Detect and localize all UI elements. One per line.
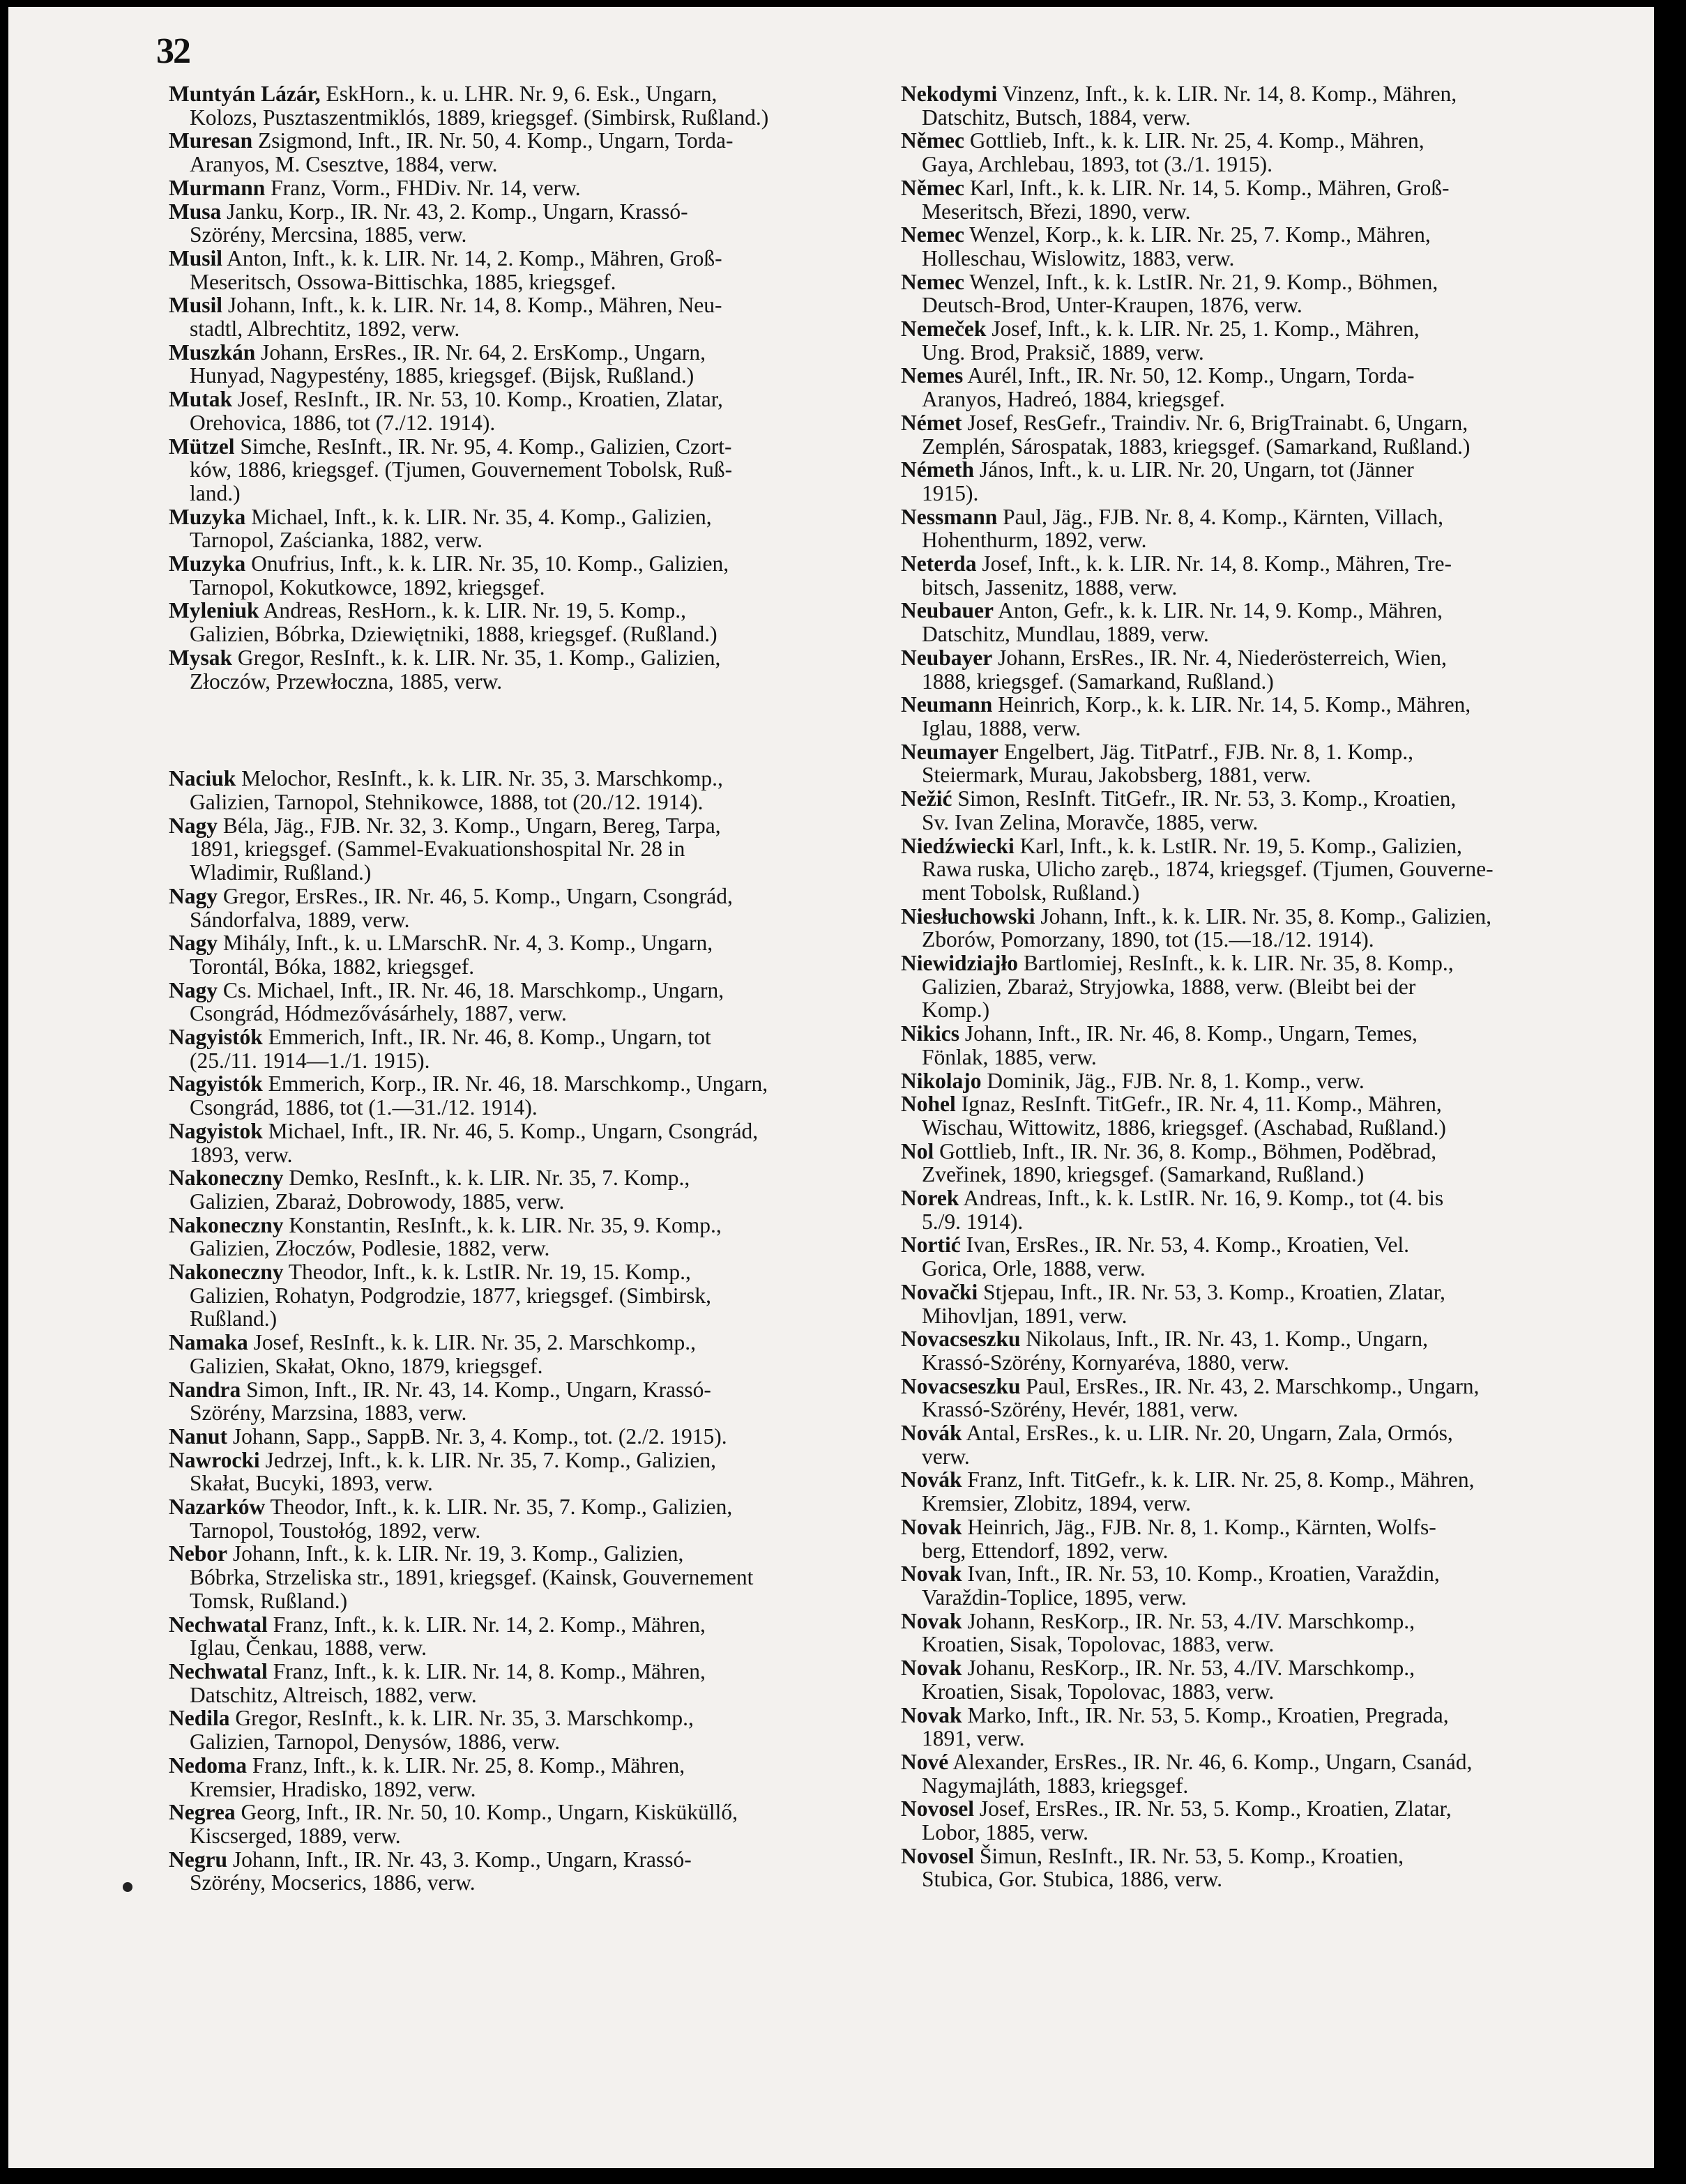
entry-details: Šimun, ResInft., IR. Nr. 53, 5. Komp., Kroatien, Stubica, Gor. Stubica, 1886, verw. (922, 1843, 1404, 1892)
entry-surname: Nemeček (901, 316, 987, 342)
entry-details: Mihály, Inft., k. u. LMarschR. Nr. 4, 3. Komp., Ungarn, Torontál, Bóka, 1882, kriegsgef. (190, 931, 713, 979)
entry-details: Wenzel, Inft., k. k. LstIR. Nr. 21, 9. Komp., Böhmen, Deutsch-Brod, Unter-Kraupen, 1876, verw. (922, 269, 1438, 318)
entry-details: Simon, Inft., IR. Nr. 43, 14. Komp., Ungarn, Krassó- Szörény, Marzsina, 1883, verw. (190, 1377, 711, 1426)
entry-details: Paul, Jäg., FJB. Nr. 8, 4. Komp., Kärnten, Villach, Hohenthurm, 1892, verw. (922, 504, 1444, 553)
entry-surname: Nedila (169, 1706, 230, 1731)
register-entry (901, 364, 1598, 411)
register-entry (169, 1025, 866, 1072)
entry-surname: Mützel (169, 434, 235, 459)
entry-details: Franz, Inft., k. k. LIR. Nr. 14, 2. Komp., Mähren, Iglau, Čenkau, 1888, verw. (190, 1612, 706, 1660)
entry-surname: Neumayer (901, 739, 998, 764)
entry-surname: Nikics (901, 1021, 960, 1046)
register-entry (169, 1378, 866, 1425)
entry-details: Heinrich, Jäg., FJB. Nr. 8, 1. Komp., Kärnten, Wolfs- berg, Ettendorf, 1892, verw. (922, 1514, 1436, 1563)
entry-details: Béla, Jäg., FJB. Nr. 32, 3. Komp., Ungarn, Bereg, Tarpa, 1891, kriegsgef. (Sammel-Evakuationshospital Nr. 28 in Wladimir, Rußland.) (190, 813, 721, 885)
entry-surname: Nagy (169, 813, 218, 838)
entry-details: Alexander, ErsRes., IR. Nr. 46, 6. Komp., Ungarn, Csanád, Nagymajláth, 1883, kriegsgef. (922, 1749, 1473, 1798)
register-entry (901, 411, 1598, 458)
entry-surname: Nessmann (901, 504, 998, 529)
register-entry (901, 905, 1598, 952)
entry-details: Johann, Inft., k. k. LIR. Nr. 19, 3. Komp., Galizien, Bóbrka, Strzeliska str., 1891, kriegsgef. (Kainsk, Gouvernement Tomsk, Rußland.) (190, 1541, 754, 1613)
entry-surname: Nanut (169, 1423, 228, 1449)
entry-details: Franz, Inft. TitGefr., k. k. LIR. Nr. 25, 8. Komp., Mähren, Kremsier, Zlobitz, 1894, verw. (922, 1467, 1475, 1516)
entry-surname: Nebor (169, 1541, 227, 1566)
entry-details: Aurél, Inft., IR. Nr. 50, 12. Komp., Ungarn, Torda- Aranyos, Hadreó, 1884, kriegsgef. (922, 363, 1415, 412)
entry-surname: Novak (901, 1702, 962, 1727)
entry-details: Janku, Korp., IR. Nr. 43, 2. Komp., Ungarn, Krassó- Szörény, Mercsina, 1885, verw. (190, 199, 688, 247)
register-entry (169, 82, 866, 129)
register-entry (901, 1327, 1598, 1374)
register-entry (169, 931, 866, 978)
register-entry (901, 740, 1598, 787)
register-entry (901, 1468, 1598, 1515)
entry-details: Gottlieb, Inft., k. k. LIR. Nr. 25, 4. Komp., Mähren, Gaya, Archlebau, 1893, tot (3./1. 1915). (922, 128, 1425, 177)
entry-details: Georg, Inft., IR. Nr. 50, 10. Komp., Ungarn, Kisküküllő, Kiscserged, 1889, verw. (190, 1800, 738, 1848)
entry-details: Gregor, ResInft., k. k. LIR. Nr. 35, 3. Marschkomp., Galizien, Tarnopol, Denysów, 1886, verw. (190, 1706, 694, 1755)
entry-surname: Nagy (169, 931, 218, 956)
entry-surname: Nemec (901, 269, 964, 294)
entry-surname: Murmann (169, 175, 266, 200)
entry-surname: Nekodymi (901, 82, 998, 106)
register-entry (901, 270, 1598, 317)
register-entry (901, 1515, 1598, 1562)
register-entry (169, 1706, 866, 1753)
entry-surname: Novacseszku (901, 1373, 1021, 1398)
entry-surname: Nemec (901, 222, 964, 247)
entry-surname: Nové (901, 1749, 949, 1774)
register-entry (169, 1260, 866, 1331)
entry-surname: Nakoneczny (169, 1260, 284, 1285)
register-entry (901, 599, 1598, 646)
register-entry (901, 1022, 1598, 1069)
entry-details: Heinrich, Korp., k. k. LIR. Nr. 14, 5. Komp., Mähren, Iglau, 1888, verw. (922, 692, 1471, 740)
register-entry (901, 1610, 1598, 1656)
entry-surname: Nakoneczny (169, 1166, 284, 1191)
register-entry (901, 129, 1598, 176)
entry-surname: Nortić (901, 1232, 961, 1258)
document-page (8, 7, 1654, 2168)
entry-details: Franz, Inft., k. k. LIR. Nr. 14, 8. Komp., Mähren, Datschitz, Altreisch, 1882, verw. (190, 1659, 706, 1707)
entry-details: Josef, ResInft., k. k. LIR. Nr. 35, 2. Marschkomp., Galizien, Skałat, Okno, 1879, kriegsgef. (190, 1330, 696, 1378)
entry-details: Nikolaus, Inft., IR. Nr. 43, 1. Komp., Ungarn, Krassó-Szörény, Kornyaréva, 1880, verw. (922, 1327, 1428, 1375)
entry-details: Ivan, Inft., IR. Nr. 53, 10. Komp., Kroatien, Varaždin, Varaždin-Toplice, 1895, verw. (922, 1561, 1440, 1610)
register-entry (169, 247, 866, 293)
register-entry (169, 1214, 866, 1260)
register-entry (169, 1449, 866, 1495)
entry-details: Melochor, ResInft., k. k. LIR. Nr. 35, 3. Marschkomp., Galizien, Tarnopol, Stehnikowce, 1888, tot (20./12. 1914). (190, 766, 723, 814)
entry-details: Wenzel, Korp., k. k. LIR. Nr. 25, 7. Komp., Mähren, Holleschau, Wislowitz, 1883, verw. (922, 222, 1431, 270)
entry-details: Michael, Inft., IR. Nr. 46, 5. Komp., Ungarn, Csongrád, 1893, verw. (190, 1118, 759, 1167)
register-entry (169, 1754, 866, 1801)
register-entry (169, 599, 866, 646)
entry-surname: Nagyistok (169, 1118, 263, 1143)
entry-details: Paul, ErsRes., IR. Nr. 43, 2. Marschkomp., Ungarn, Krassó-Szörény, Hevér, 1881, verw. (922, 1373, 1480, 1422)
entry-surname: Nol (901, 1138, 934, 1163)
register-entry (169, 1166, 866, 1213)
entry-details: Johanu, ResKorp., IR. Nr. 53, 4./IV. Marschkomp., Kroatien, Sisak, Topolovac, 1883, verw. (922, 1656, 1415, 1704)
entry-surname: Mysak (169, 645, 233, 670)
register-entry (901, 1750, 1598, 1797)
entry-surname: Novak (901, 1514, 962, 1539)
entry-surname: Novak (901, 1608, 962, 1633)
entry-details: Johann, ErsRes., IR. Nr. 4, Niederösterreich, Wien, 1888, kriegsgef. (Samarkand, Rußland.) (922, 645, 1447, 694)
register-entry (901, 834, 1598, 905)
register-entry (169, 388, 866, 434)
entry-surname: Neubauer (901, 598, 994, 623)
margin-bullet-mark (123, 1882, 132, 1892)
right-column (901, 82, 1598, 1891)
entry-surname: Norek (901, 1186, 959, 1211)
entry-surname: Muzyka (169, 551, 246, 576)
register-entry (169, 1425, 866, 1449)
entry-surname: Neterda (901, 551, 977, 576)
entry-surname: Němec (901, 128, 964, 153)
register-entry (901, 1845, 1598, 1891)
page-number: 32 (156, 31, 190, 71)
register-entry (901, 82, 1598, 129)
register-entry (169, 1495, 866, 1542)
entry-details: Johann, ErsRes., IR. Nr. 64, 2. ErsKomp., Ungarn, Hunyad, Nagypestény, 1885, kriegsgef. (Bijsk, Rußland.) (190, 339, 706, 388)
entry-details: Bartlomiej, ResInft., k. k. LIR. Nr. 35, 8. Komp., Galizien, Zbaraż, Stryjowka, 1888, verw. (Bleibt bei der Komp.) (922, 951, 1454, 1023)
entry-surname: Németh (901, 457, 974, 482)
entry-details: Emmerich, Inft., IR. Nr. 46, 8. Komp., Ungarn, tot (25./11. 1914—1./1. 1915). (190, 1025, 711, 1073)
entry-details: János, Inft., k. u. LIR. Nr. 20, Ungarn, tot (Jänner 1915). (922, 457, 1414, 505)
entry-surname: Nagy (169, 883, 218, 908)
entry-details: Theodor, Inft., k. k. LstIR. Nr. 19, 15. Komp., Galizien, Rohatyn, Podgrodzie, 1877, kriegsgef. (Simbirsk, Rußland.) (190, 1260, 712, 1331)
register-entry (169, 200, 866, 247)
register-entry (169, 1801, 866, 1847)
register-entry (169, 129, 866, 176)
register-entry (169, 1613, 866, 1660)
entry-details: Simche, ResInft., IR. Nr. 95, 4. Komp., Galizien, Czort- ków, 1886, kriegsgef. (Tjumen, Gouvernement Tobolsk, Ruß- land.) (190, 434, 733, 505)
entry-details: Josef, Inft., k. k. LIR. Nr. 25, 1. Komp., Mähren, Ung. Brod, Praksič, 1889, verw. (922, 316, 1420, 365)
entry-surname: Nedoma (169, 1752, 247, 1778)
entry-surname: Novak (901, 1561, 962, 1587)
entry-details: Michael, Inft., k. k. LIR. Nr. 35, 4. Komp., Galizien, Tarnopol, Zaścianka, 1882, verw. (190, 504, 712, 553)
entry-surname: Nežić (901, 786, 952, 811)
entry-surname: Novák (901, 1421, 962, 1446)
entry-details: Konstantin, ResInft., k. k. LIR. Nr. 35, 9. Komp., Galizien, Złoczów, Podlesie, 1882, verw. (190, 1212, 722, 1261)
entry-details: Karl, Inft., k. k. LstIR. Nr. 19, 5. Komp., Galizien, Rawa ruska, Ulicho zaręb., 1874, kriegsgef. (Tjumen, Gouverne- ment Tobolsk, Rußland.) (922, 833, 1494, 905)
register-entry (169, 552, 866, 599)
entry-surname: Niesłuchowski (901, 903, 1035, 929)
register-entry (901, 646, 1598, 693)
register-entry (901, 1375, 1598, 1421)
entry-surname: Novosel (901, 1796, 974, 1822)
register-entry (901, 1797, 1598, 1844)
register-entry (901, 1562, 1598, 1609)
entry-details: Emmerich, Korp., IR. Nr. 46, 18. Marschkomp., Ungarn, Csongrád, 1886, tot (1.—31./12. 1914). (190, 1071, 768, 1120)
register-entry (169, 505, 866, 552)
entry-surname: Musa (169, 199, 222, 224)
entry-details: Karl, Inft., k. k. LIR. Nr. 14, 5. Komp., Mähren, Groß- Meseritsch, Březi, 1890, verw. (922, 175, 1450, 224)
entry-details: Jedrzej, Inft., k. k. LIR. Nr. 35, 7. Komp., Galizien, Skałat, Bucyki, 1893, verw. (190, 1447, 717, 1496)
register-entry (901, 1069, 1598, 1093)
register-entry (169, 1072, 866, 1119)
entry-surname: Nagyistók (169, 1071, 263, 1097)
register-entry (901, 1281, 1598, 1327)
entry-surname: Musil (169, 245, 223, 270)
register-entry (901, 1421, 1598, 1468)
entry-details: Johann, ResKorp., IR. Nr. 53, 4./IV. Marschkomp., Kroatien, Sisak, Topolovac, 1883, verw. (922, 1608, 1415, 1657)
entry-details: Gregor, ResInft., k. k. LIR. Nr. 35, 1. Komp., Galizien, Złoczów, Przewłoczna, 1885, verw. (190, 645, 721, 694)
register-entry (901, 176, 1598, 223)
entry-details: Stjepau, Inft., IR. Nr. 53, 3. Komp., Kroatien, Zlatar, Mihovljan, 1891, verw. (922, 1279, 1445, 1328)
register-entry (169, 885, 866, 931)
register-entry (169, 1331, 866, 1377)
entry-details: Ignaz, ResInft. TitGefr., IR. Nr. 4, 11. Komp., Mähren, Wischau, Wittowitz, 1886, kriegsgef. (Aschabad, Rußland.) (922, 1092, 1446, 1140)
entry-surname: Novacseszku (901, 1327, 1021, 1352)
entry-details: Anton, Inft., k. k. LIR. Nr. 14, 2. Komp., Mähren, Groß- Meseritsch, Ossowa-Bittischka, 1885, kriegsgef. (190, 245, 722, 294)
entry-surname: Musil (169, 293, 223, 318)
register-entry (169, 1660, 866, 1706)
entry-details: Josef, ErsRes., IR. Nr. 53, 5. Komp., Kroatien, Zlatar, Lobor, 1885, verw. (922, 1796, 1452, 1845)
entry-surname: Negru (169, 1847, 227, 1872)
register-entry (169, 1542, 866, 1612)
entry-details: Josef, Inft., k. k. LIR. Nr. 14, 8. Komp., Mähren, Tre- bitsch, Jassenitz, 1888, verw. (922, 551, 1452, 600)
entry-details: Andreas, ResHorn., k. k. LIR. Nr. 19, 5. Komp., Galizien, Bóbrka, Dziewiętniki, 1888, kriegsgef. (Rußland.) (190, 598, 717, 647)
entry-details: Theodor, Inft., k. k. LIR. Nr. 35, 7. Komp., Galizien, Tarnopol, Toustołóg, 1892, verw. (190, 1495, 733, 1543)
entry-details: Johann, Inft., IR. Nr. 46, 8. Komp., Ungarn, Temes, Fönlak, 1885, verw. (922, 1021, 1418, 1069)
entry-surname: Nagy (169, 977, 218, 1002)
entry-details: Franz, Vorm., FHDiv. Nr. 14, verw. (265, 175, 581, 200)
register-entry (169, 767, 866, 814)
entry-surname: Novački (901, 1279, 978, 1304)
entry-surname: Nazarków (169, 1495, 266, 1520)
register-entry (169, 293, 866, 340)
entry-details: Andreas, Inft., k. k. LstIR. Nr. 16, 9. Komp., tot (4. bis 5./9. 1914). (922, 1186, 1444, 1234)
register-entry (901, 787, 1598, 834)
entry-surname: Němec (901, 175, 964, 200)
entry-surname: Niedźwiecki (901, 833, 1015, 858)
entry-surname: Niewidziajło (901, 951, 1018, 976)
register-entry (901, 1186, 1598, 1233)
register-entry (901, 223, 1598, 270)
entry-details: Cs. Michael, Inft., IR. Nr. 46, 18. Marschkomp., Ungarn, Csongrád, Hódmezővásárhely, 1887, verw. (190, 977, 724, 1026)
entry-details: EskHorn., k. u. LHR. Nr. 9, 6. Esk., Ungarn, Kolozs, Pusztaszentmiklós, 1889, kriegsgef. (Simbirsk, Rußland.) (190, 82, 769, 130)
register-entry (169, 176, 866, 200)
entry-details: Gottlieb, Inft., IR. Nr. 36, 8. Komp., Böhmen, Poděbrad, Zveřinek, 1890, kriegsgef. (Samarkand, Rußland.) (922, 1138, 1437, 1187)
register-entry (169, 1120, 866, 1166)
entry-surname: Novosel (901, 1843, 974, 1868)
entry-details: Antal, ErsRes., k. u. LIR. Nr. 20, Ungarn, Zala, Ormós, verw. (922, 1421, 1453, 1469)
register-entry (901, 505, 1598, 552)
entry-details: Gregor, ErsRes., IR. Nr. 46, 5. Komp., Ungarn, Csongrád, Sándorfalva, 1889, verw. (190, 883, 733, 932)
register-entry (901, 693, 1598, 740)
entry-surname: Myleniuk (169, 598, 259, 623)
entry-surname: Nemes (901, 363, 964, 388)
register-entry (901, 1140, 1598, 1186)
entry-details: Onufrius, Inft., k. k. LIR. Nr. 35, 10. Komp., Galizien, Tarnopol, Kokutkowce, 1892, kriegsgef. (190, 551, 729, 600)
entry-details: Engelbert, Jäg. TitPatrf., FJB. Nr. 8, 1. Komp., Steiermark, Murau, Jakobsberg, 1881, verw. (922, 739, 1413, 788)
entry-surname: Muszkán (169, 339, 256, 365)
entry-details: Demko, ResInft., k. k. LIR. Nr. 35, 7. Komp., Galizien, Zbaraż, Dobrowody, 1885, verw. (190, 1166, 690, 1214)
entry-surname: Novák (901, 1467, 962, 1492)
entry-surname: Német (901, 410, 962, 435)
entry-surname: Muntyán Lázár, (169, 82, 321, 106)
entry-details: Johann, Sapp., SappB. Nr. 3, 4. Komp., tot. (2./2. 1915). (227, 1423, 727, 1449)
entry-details: Johann, Inft., k. k. LIR. Nr. 14, 8. Komp., Mähren, Neu- stadtl, Albrechtitz, 1892, verw. (190, 293, 722, 342)
entry-details: Zsigmond, Inft., IR. Nr. 50, 4. Komp., Ungarn, Torda- Aranyos, M. Csesztve, 1884, verw. (190, 128, 734, 177)
entry-surname: Namaka (169, 1330, 248, 1355)
register-entry (901, 1092, 1598, 1139)
entry-details: Franz, Inft., k. k. LIR. Nr. 25, 8. Komp., Mähren, Kremsier, Hradisko, 1892, verw. (190, 1752, 685, 1801)
entry-surname: Negrea (169, 1800, 236, 1825)
entry-surname: Nohel (901, 1092, 956, 1117)
entry-details: Ivan, ErsRes., IR. Nr. 53, 4. Komp., Kroatien, Vel. Gorica, Orle, 1888, verw. (922, 1232, 1410, 1281)
entry-details: Josef, ResGefr., Traindiv. Nr. 6, BrigTrainabt. 6, Ungarn, Zemplén, Sárospatak, 1883, kriegsgef. (Samarkand, Rußland.) (922, 410, 1471, 459)
register-entry (169, 646, 866, 693)
entry-surname: Mutak (169, 387, 233, 412)
register-entry (901, 552, 1598, 599)
register-entry (901, 317, 1598, 364)
entry-surname: Nechwatal (169, 1612, 268, 1637)
entry-details: Anton, Gefr., k. k. LIR. Nr. 14, 9. Komp., Mähren, Datschitz, Mundlau, 1889, verw. (922, 598, 1443, 647)
register-entry (169, 341, 866, 388)
register-entry (169, 435, 866, 505)
entry-surname: Muresan (169, 128, 253, 153)
entry-details: Vinzenz, Inft., k. k. LIR. Nr. 14, 8. Komp., Mähren, Datschitz, Butsch, 1884, verw. (922, 82, 1457, 130)
entry-surname: Neubayer (901, 645, 993, 670)
entry-surname: Nikolajo (901, 1068, 982, 1093)
register-entry (169, 1848, 866, 1895)
entry-surname: Nagyistók (169, 1025, 263, 1050)
register-entry (901, 1233, 1598, 1280)
entry-surname: Nakoneczny (169, 1212, 284, 1237)
entry-surname: Nechwatal (169, 1659, 268, 1683)
register-entry (169, 979, 866, 1025)
register-entry (901, 952, 1598, 1022)
register-entry (901, 1656, 1598, 1703)
entry-surname: Neumann (901, 692, 993, 717)
entry-details: Marko, Inft., IR. Nr. 53, 5. Komp., Kroatien, Pregrada, 1891, verw. (922, 1702, 1449, 1751)
entry-surname: Muzyka (169, 504, 246, 529)
entry-surname: Naciuk (169, 766, 236, 791)
entry-surname: Nawrocki (169, 1447, 260, 1472)
entry-details: Johann, Inft., k. k. LIR. Nr. 35, 8. Komp., Galizien, Zborów, Pomorzany, 1890, tot (15.—18./12. 1914). (922, 903, 1491, 952)
entry-details: Simon, ResInft. TitGefr., IR. Nr. 53, 3. Komp., Kroatien, Sv. Ivan Zelina, Moravče, 1885, verw. (922, 786, 1457, 834)
entry-surname: Nandra (169, 1377, 241, 1402)
register-entry (169, 814, 866, 885)
entry-details: Johann, Inft., IR. Nr. 43, 3. Komp., Ungarn, Krassó- Szörény, Mocserics, 1886, verw. (190, 1847, 692, 1895)
register-entry (901, 1704, 1598, 1750)
left-column (169, 82, 866, 1895)
entry-details: Dominik, Jäg., FJB. Nr. 8, 1. Komp., verw. (981, 1068, 1365, 1093)
entry-surname: Novak (901, 1656, 962, 1681)
register-entry (901, 458, 1598, 505)
entry-details: Josef, ResInft., IR. Nr. 53, 10. Komp., Kroatien, Zlatar, Orehovica, 1886, tot (7./12. 1914). (190, 387, 723, 435)
